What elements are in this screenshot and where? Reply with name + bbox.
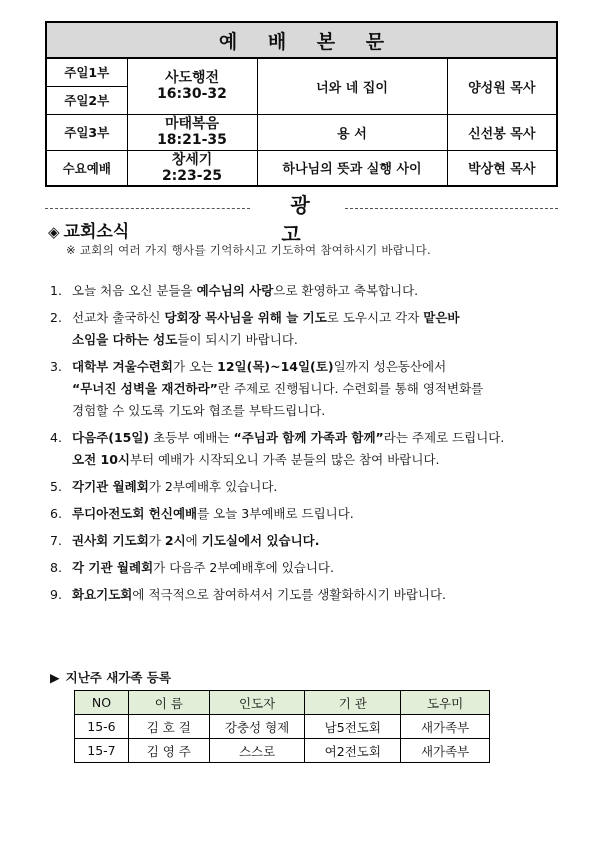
- table-cell: 강충성 형제: [209, 715, 305, 739]
- list-item: [50, 557, 560, 579]
- table-cell: 15-6: [75, 715, 129, 739]
- item-number: 4.: [50, 430, 62, 445]
- item-text-bold: 예수님의 사랑: [196, 283, 274, 298]
- item-text-bold: 12일(목)~14일(토): [217, 359, 334, 374]
- item-text-bold: 기도실에서 있습니다.: [201, 533, 320, 548]
- triangle-right-icon: ▶: [50, 670, 60, 685]
- passage-book: 사도행전: [164, 70, 220, 87]
- item-text-bold: 당회장 목사님을 위해 늘 기도: [164, 310, 327, 325]
- item-text: 에: [185, 533, 202, 548]
- divider-line: [45, 208, 250, 209]
- item-text-bold: 각 기관 월례회: [72, 560, 154, 575]
- item-text: 를 오늘 3부예배로 드립니다.: [197, 506, 354, 521]
- item-text-bold: “주님과 함께 가족과 함께”: [233, 430, 384, 445]
- new-family-heading: [50, 668, 171, 686]
- table-cell: 여2전도회: [305, 739, 401, 763]
- item-number: 2.: [50, 310, 62, 325]
- item-text-bold: 2시: [164, 533, 186, 548]
- notice-title: 광 고: [281, 193, 328, 246]
- list-item: [50, 476, 560, 498]
- worship-title: 예 배 본 문: [46, 22, 557, 58]
- item-text-bold: 다음주(15일): [72, 430, 150, 445]
- list-item: [50, 584, 560, 606]
- item-number: 6.: [50, 506, 62, 521]
- list-item: [50, 503, 560, 525]
- item-text: 오늘 처음 오신 분들을: [72, 283, 197, 298]
- new-family-title: 지난주 새가족 등록: [65, 670, 171, 685]
- item-text: 라는 주제로 드립니다.: [383, 430, 505, 445]
- notice-list: [50, 280, 560, 611]
- item-text-bold: 성도: [153, 332, 178, 347]
- item-text: 들이 되시기 바랍니다.: [177, 332, 298, 347]
- table-cell: 스스로: [209, 739, 305, 763]
- list-item: [50, 427, 560, 471]
- passage-ref: 18:21-35: [157, 132, 227, 148]
- item-text: 에 적극적으로 참여하셔서 기도를 생활화하시기 바랍니다.: [132, 587, 447, 602]
- item-text: 가 2부예배후 있습니다.: [148, 479, 278, 494]
- item-text-bold: 권사회 기도회: [72, 533, 149, 548]
- preacher: 박상현 목사: [447, 150, 557, 186]
- item-number: 7.: [50, 533, 62, 548]
- passage: [127, 58, 257, 114]
- column-header: 인도자: [209, 691, 305, 715]
- item-text: 가 다음주 2부예배후에 있습니다.: [153, 560, 334, 575]
- table-row: [75, 715, 490, 739]
- column-header: 이 름: [128, 691, 209, 715]
- list-item: [50, 307, 560, 351]
- passage-book: 마태복음: [164, 116, 220, 132]
- item-text: 가: [148, 533, 165, 548]
- section-note: ※ 교회의 여러 가지 행사를 기억하시고 기도하여 참여하시기 바랍니다.: [66, 243, 431, 257]
- item-text: 일까지 성은동산에서: [333, 359, 447, 374]
- item-line: [72, 378, 560, 400]
- item-line: [72, 449, 560, 471]
- item-text: 선교차 출국하신: [72, 310, 165, 325]
- list-item: [50, 356, 560, 422]
- column-header: 도우미: [401, 691, 490, 715]
- table-cell: 새가족부: [401, 715, 490, 739]
- item-text-bold: 오전 10시: [72, 452, 130, 467]
- column-header: NO: [75, 691, 129, 715]
- preacher: 양성원 목사: [447, 58, 557, 114]
- item-text: 초등부 예배는: [149, 430, 234, 445]
- item-text-bold: “무너진 성벽을 재건하라”: [72, 381, 218, 396]
- item-number: 5.: [50, 479, 62, 494]
- service-name: 주일3부: [46, 114, 127, 150]
- new-family-table: [74, 690, 490, 763]
- item-text-bold: 각기관 월례회: [72, 479, 149, 494]
- list-item: [50, 280, 560, 302]
- item-text-bold: 맡은바: [423, 310, 460, 325]
- table-cell: 김 영 주: [128, 739, 209, 763]
- passage-ref: 2:23-25: [161, 167, 223, 184]
- item-number: 3.: [50, 359, 62, 374]
- table-cell: 새가족부: [401, 739, 490, 763]
- service-name: 주일2부: [46, 86, 127, 114]
- passage: [127, 150, 257, 186]
- item-text-bold: 대학부 겨울수련회: [72, 359, 173, 374]
- item-text-bold: 화요기도회: [72, 587, 133, 602]
- sermon-title: 하나님의 뜻과 실행 사이: [257, 150, 447, 186]
- section-heading: [48, 217, 129, 242]
- table-row: [75, 739, 490, 763]
- column-header: 기 관: [305, 691, 401, 715]
- service-name: 주일1부: [46, 58, 127, 86]
- item-number: 9.: [50, 587, 62, 602]
- worship-table: [45, 21, 558, 187]
- section-title: 교회소식: [63, 222, 130, 242]
- sermon-title: 너와 네 집이: [257, 58, 447, 114]
- table-cell: 김 호 걸: [128, 715, 209, 739]
- preacher: 신선봉 목사: [447, 114, 557, 150]
- item-text: 란 주제로 진행됩니다. 수련회를 통해 영적변화를: [217, 381, 484, 396]
- passage-ref: 16:30-32: [157, 86, 227, 103]
- service-name: 수요예배: [46, 150, 127, 186]
- item-line: [72, 329, 560, 351]
- item-text: 로 도우시고 각자: [326, 310, 424, 325]
- item-text-bold: 소임을 다하는: [72, 332, 154, 347]
- table-cell: 15-7: [75, 739, 129, 763]
- item-text: 부터 예배가 시작되오니 가족 분들의 많은 참여 바랍니다.: [129, 452, 440, 467]
- divider-line: [345, 208, 558, 209]
- item-text: 가 오는: [172, 359, 218, 374]
- item-number: 1.: [50, 283, 62, 298]
- item-text: 으로 환영하고 축복합니다.: [273, 283, 419, 298]
- table-header-row: [75, 691, 490, 715]
- diamond-icon: ◈: [48, 223, 60, 241]
- item-number: 8.: [50, 560, 62, 575]
- sermon-title: 용 서: [257, 114, 447, 150]
- table-cell: 남5전도회: [305, 715, 401, 739]
- item-line: 경험할 수 있도록 기도와 협조를 부탁드립니다.: [72, 403, 326, 418]
- list-item: [50, 530, 560, 552]
- passage: [127, 114, 257, 150]
- item-text-bold: 루디아전도회 헌신예배: [72, 506, 198, 521]
- passage-book: 창세기: [171, 151, 213, 168]
